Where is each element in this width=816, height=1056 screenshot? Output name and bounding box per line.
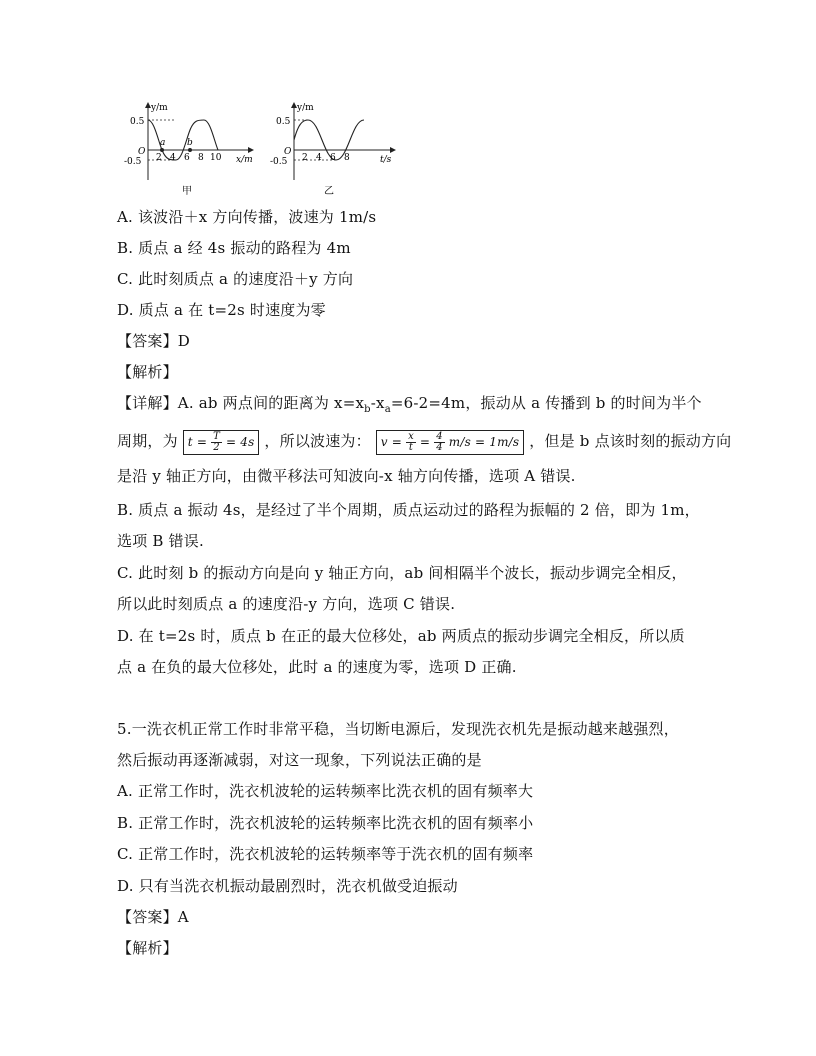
period-formula-box — [183, 430, 260, 455]
velocity-formula-box — [376, 430, 524, 455]
velocity-formula-left: v = — [380, 434, 403, 449]
point-a-label: a — [160, 138, 166, 148]
q5-answer: 【答案】A — [117, 908, 189, 926]
q4-detail-line-4: B. 质点 a 振动 4s，是经过了半个周期，质点运动过的路程为振幅的 2 倍，即为 1m， — [117, 501, 700, 519]
vibration-graph-figure — [262, 100, 402, 200]
period-formula-right: = 4s — [225, 434, 255, 449]
q4-detail-line-6: C. 此时刻 b 的振动方向是向 y 轴正方向，ab 间相隔半个波长，振动步调完全相反， — [117, 564, 687, 582]
vibration-y-tick-pos: 0.5 — [276, 117, 291, 127]
velocity-fraction-1-den: t — [408, 441, 414, 453]
velocity-fraction-1-num: x — [408, 430, 414, 442]
q4-analysis-heading: 【解析】 — [117, 363, 178, 381]
wave-caption: 甲 — [182, 186, 192, 197]
q5-analysis-heading: 【解析】 — [117, 939, 178, 957]
vibration-x-tick: 4 — [316, 153, 322, 163]
q4-detail-1-sub-a: a — [384, 404, 391, 415]
vibration-y-tick-neg: -0.5 — [270, 157, 288, 167]
q4-detail-1-mid: -x — [370, 394, 385, 412]
wave-y-axis-label: y/m — [151, 103, 168, 113]
q4-option-a: A. 该波沿＋x 方向传播，波速为 1m/s — [117, 208, 377, 226]
vibration-x-tick: 6 — [330, 153, 336, 163]
point-b-label: b — [187, 138, 193, 148]
q4-detail-line-2 — [117, 424, 731, 458]
q4-detail-line-3: 是沿 y 轴正方向，由微平移法可知波向-x 轴方向传播，选项 A 错误. — [117, 467, 576, 485]
vibration-y-axis-label: y/m — [297, 103, 314, 113]
q5-stem-line-2: 然后振动再逐渐减弱，对这一现象，下列说法正确的是 — [117, 751, 482, 769]
velocity-fraction-2 — [434, 432, 445, 453]
q5-option-b: B. 正常工作时，洗衣机波轮的运转频率比洗衣机的固有频率小 — [117, 814, 534, 832]
velocity-fraction-1 — [406, 432, 416, 453]
wave-x-tick: 10 — [210, 153, 222, 163]
wave-origin-label: O — [138, 147, 146, 157]
q4-option-b: B. 质点 a 经 4s 振动的路程为 4m — [117, 239, 351, 257]
wave-x-tick: 2 — [156, 153, 162, 163]
q4-detail-2-mid: ，所以波速为： — [264, 432, 371, 450]
vibration-x-tick: 8 — [344, 153, 350, 163]
vibration-x-tick: 2 — [302, 153, 308, 163]
q4-detail-2-prefix: 周期，为 — [117, 432, 178, 450]
q4-detail-1-suffix: =6-2=4m，振动从 a 传播到 b 的时间为半个 — [390, 394, 702, 412]
q4-detail-line-9: 点 a 在负的最大位移处，此时 a 的速度为零，选项 D 正确. — [117, 658, 517, 676]
q5-option-a: A. 正常工作时，洗衣机波轮的运转频率比洗衣机的固有频率大 — [117, 782, 534, 800]
q5-stem-line-1: 5.一洗衣机正常工作时非常平稳，当切断电源后，发现洗衣机先是振动越来越强烈， — [117, 720, 679, 738]
vibration-caption: 乙 — [324, 186, 334, 197]
q5-option-c: C. 正常工作时，洗衣机波轮的运转频率等于洗衣机的固有频率 — [117, 845, 534, 863]
vibration-graph — [262, 100, 402, 200]
q4-detail-line-1 — [117, 393, 702, 420]
q4-detail-1-sub-b: b — [364, 404, 371, 415]
velocity-fraction-2-num: 4 — [436, 430, 443, 442]
period-fraction-den: 2 — [213, 441, 220, 453]
period-fraction-num: T — [213, 430, 220, 442]
wave-y-tick-pos: 0.5 — [130, 117, 145, 127]
q4-detail-1-prefix: 【详解】A. ab 两点间的距离为 x=x — [117, 394, 365, 412]
vibration-x-axis-label: t/s — [380, 155, 392, 165]
q4-detail-line-8: D. 在 t=2s 时，质点 b 在正的最大位移处，ab 两质点的振动步调完全相反，所以质 — [117, 627, 685, 645]
velocity-formula-right: m/s = 1m/s — [448, 434, 520, 449]
velocity-formula-eq: = — [419, 434, 431, 449]
q4-option-d: D. 质点 a 在 t=2s 时速度为零 — [117, 301, 326, 319]
period-formula-left: t = — [187, 434, 208, 449]
wave-x-axis-label: x/m — [236, 155, 253, 165]
wave-y-tick-neg: -0.5 — [124, 157, 142, 167]
wave-x-tick: 4 — [170, 153, 176, 163]
q4-detail-line-5: 选项 B 错误. — [117, 532, 204, 550]
wave-x-tick: 8 — [198, 153, 204, 163]
wave-x-tick: 6 — [184, 153, 190, 163]
period-fraction — [211, 432, 222, 453]
velocity-fraction-2-den: 4 — [436, 441, 443, 453]
q4-answer: 【答案】D — [117, 332, 191, 350]
q4-detail-2-suffix: ，但是 b 点该时刻的振动方向 — [529, 432, 732, 450]
vibration-origin-label: O — [284, 147, 292, 157]
q4-detail-line-7: 所以此时刻质点 a 的速度沿-y 方向，选项 C 错误. — [117, 595, 456, 613]
wave-graph-figure — [116, 100, 256, 200]
wave-graph — [116, 100, 256, 200]
q4-option-c: C. 此时刻质点 a 的速度沿＋y 方向 — [117, 270, 354, 288]
q5-option-d: D. 只有当洗衣机振动最剧烈时，洗衣机做受迫振动 — [117, 877, 458, 895]
